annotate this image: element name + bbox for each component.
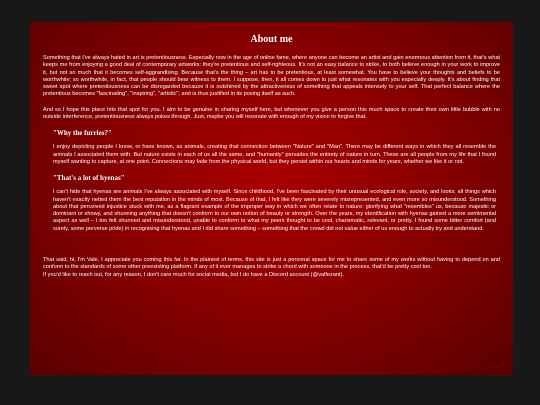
section-heading-furries: "Why the furries?" xyxy=(53,129,112,138)
section-heading-hyenas: "That's a lot of hyenas" xyxy=(53,174,125,183)
section-body-furries: I enjoy depicting people I know, or have known, as animals, creating that connection between "Nature" and "Man". There may be different ways in which they all resemble the animals I associated them with. But nature exists in each of us all the same, and "humanity" pervades the entirety of nature in turn. These are all people from my life that I found myself wanting to capture, at one point. Connections may fade from the physical world, but they persist within our hearts and minds for years, whether we like it or not. xyxy=(53,144,496,165)
contact-paragraph: If you'd like to reach out, for any reason, I don't care much for social media, but I do have a Discord account (@valfezant). xyxy=(43,271,345,278)
back-to-top-link[interactable]: Top xyxy=(489,359,499,365)
intro-paragraph: And so I hope this place hits that spot for you. I aim to be genuine in sharing myself here, but whenever you give a person this much space to create their own little bubble with no outside interference, pretentiousness always pokes through. Just, maybe you will resonate with enough of my vision to forgive that. xyxy=(43,106,500,121)
section-body-hyenas: I can't hide that hyenas are animals I've always associated with myself. Since childhood, I've been fascinated by their unusual ecological role, society, and looks; all things which haven't exactly netted them the best reputation in the minds of most. Because of that, I felt like they were severely misrepresented, and even more so misunderstood. Something about that perceived injustice stuck with me, as a flagrant example of the improper way in which we often relate to nature: glorifying what "resembles" us, because majestic or dominant or showy, and shunning anything that doesn't conform to our own notion of beauty or strength. Over the years, my identification with hyenas gained a more sentimental aspect as well – I too felt shunned and misunderstood, unable to conform to what my peers thought to be cool, charismatic, relevant, or pretty. I found some bitter comfort (and surely, some perverse pride) in recognising that hyenas and I did share something – something that the crowd did not value either of us enough to actually try and understand. xyxy=(53,189,496,232)
intro-paragraph: Something that I've always hated in art is pretentiousness. Especially now in the age of online fame, where anyone can become an artist and gain enormous attention from it, that's what keeps me from enjoying a good deal of contemporary artworks: they're pretentious and self-righteous. It's not an easy balance to strike, to both believe enough in your work to improve it, but not so much that it becomes self-aggrandising. Because that's the thing – art has to be pretentious, at least somewhat. You have to believe your thoughts and beliefs to be worthwhile; so worthwhile, in fact, that people should bear witness to them. I suppose, then, it all comes down to just what resonates with you especially deeply. It's about finding that sweet spot where pretentiousness can be disregarded because it is outshined by the attractiveness of something that appeals intensely to your self. That perfect balance where the pretentious becomes "fascinating", "inspiring", "artistic"; and is thus justified in its posing itself as such. xyxy=(43,55,500,98)
about-panel xyxy=(30,22,513,375)
page-title: About me xyxy=(250,34,293,45)
outro-paragraph: That said; hi, I'm Vale. I appreciate you coming this far. In the plainest of terms, this site is just a personal space for me to share some of my works without having to depend on and conform to the standards of some other preexisting platform. If any of it ever manages to strike a chord with someone in the process, that'd be pretty cool too. xyxy=(43,257,500,271)
